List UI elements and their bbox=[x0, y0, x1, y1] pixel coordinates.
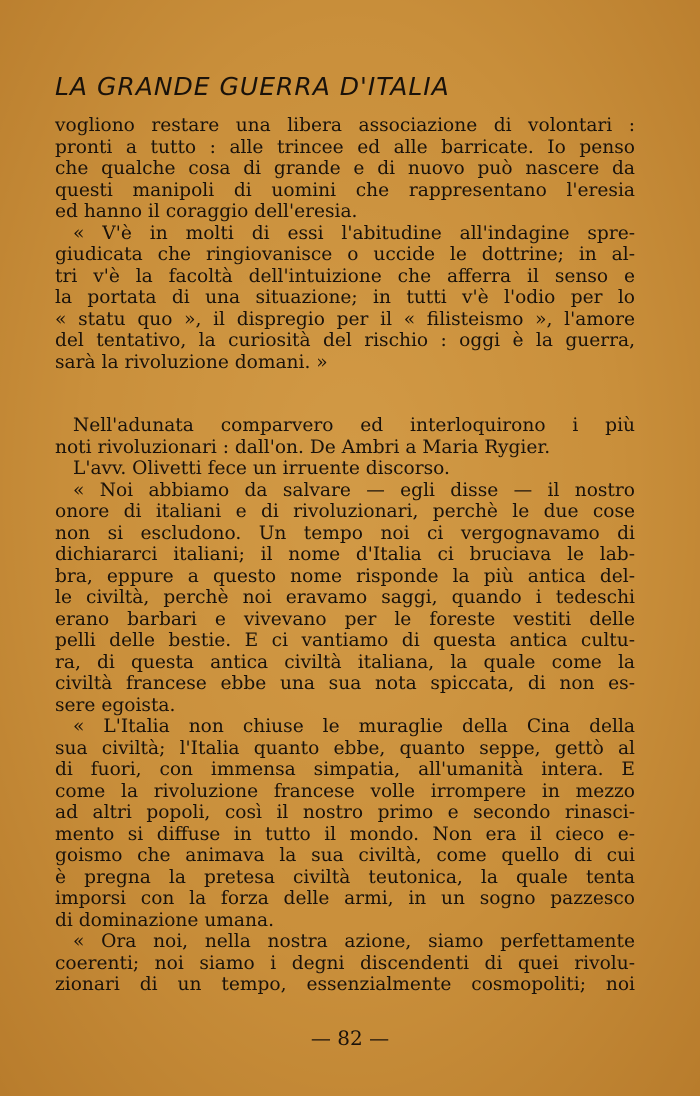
page-body bbox=[55, 115, 635, 996]
text-line: non si escludono. Un tempo noi ci vergognavamo di bbox=[55, 522, 635, 544]
text-line: « statu quo », il dispregio per il « filisteismo », l'amore bbox=[55, 308, 635, 330]
text-line: L'avv. Olivetti fece un irruente discorso. bbox=[73, 458, 450, 479]
text-line: come la rivoluzione francese volle irrompere in mezzo bbox=[55, 780, 635, 802]
text-line: civiltà francese ebbe una sua nota spiccata, di non es- bbox=[55, 673, 635, 694]
text-line: di dominazione umana. bbox=[55, 909, 274, 931]
text-line: zionari di un tempo, essenzialmente cosmopoliti; noi bbox=[55, 974, 635, 995]
text-line: ed hanno il coraggio dell'eresia. bbox=[55, 201, 358, 222]
text-line: Nell'adunata comparvero ed interloquirono i più bbox=[73, 415, 635, 436]
text-line: imporsi con la forza delle armi, in un sogno pazzesco bbox=[55, 888, 635, 909]
text-line: dichiararci italiani; il nome d'Italia ci bruciava le lab- bbox=[55, 544, 635, 565]
text-line: giudicata che ringiovanisce o uccide le dottrine; in al- bbox=[55, 244, 635, 265]
paragraph bbox=[55, 415, 635, 996]
text-line: mento si diffuse in tutto il mondo. Non era il cieco e- bbox=[55, 823, 635, 845]
paragraph-gap bbox=[55, 373, 635, 415]
text-line: sarà la rivoluzione domani. » bbox=[55, 351, 328, 373]
text-line: noti rivoluzionari : dall'on. De Ambri a Maria Rygier. bbox=[55, 436, 551, 458]
text-line: bra, eppure a questo nome risponde la più antica del- bbox=[55, 565, 635, 587]
text-line: ad altri popoli, così il nostro primo e secondo rinasci- bbox=[55, 802, 635, 823]
text-line: « L'Italia non chiuse le muraglie della Cina della bbox=[73, 716, 635, 737]
text-line: « V'è in molti di essi l'abitudine all'indagine spre- bbox=[73, 222, 635, 244]
text-line: erano barbari e vivevano per le foreste vestiti delle bbox=[55, 608, 635, 630]
page-number: — 82 — bbox=[310, 1026, 390, 1050]
text-line: pronti a tutto : alle trincee ed alle barricate. Io penso bbox=[55, 136, 635, 158]
text-line: le civiltà, perchè noi eravamo saggi, quando i tedeschi bbox=[55, 587, 635, 608]
text-line: è pregna la pretesa civiltà teutonica, la quale tenta bbox=[55, 866, 635, 888]
book-page bbox=[55, 72, 635, 996]
text-line: « Ora noi, nella nostra azione, siamo perfettamente bbox=[73, 931, 635, 952]
text-line: sere egoista. bbox=[55, 694, 176, 716]
text-line: che qualche cosa di grande e di nuovo può nascere da bbox=[55, 158, 635, 179]
text-line: ra, di questa antica civiltà italiana, la quale come la bbox=[55, 651, 635, 673]
text-line: coerenti; noi siamo i degni discendenti di quei rivolu- bbox=[55, 952, 635, 974]
text-line: di fuori, con immensa simpatia, all'umanità intera. E bbox=[55, 759, 635, 780]
running-header: LA GRANDE GUERRA D'ITALIA bbox=[55, 72, 450, 101]
text-line: questi manipoli di uomini che rappresentano l'eresia bbox=[55, 179, 635, 201]
text-line: la portata di una situazione; in tutti v'è l'odio per lo bbox=[55, 287, 635, 308]
text-line: goismo che animava la sua civiltà, come quello di cui bbox=[55, 845, 635, 866]
paragraph bbox=[55, 115, 635, 373]
text-line: sua civiltà; l'Italia quanto ebbe, quanto seppe, gettò al bbox=[55, 737, 635, 759]
text-line: del tentativo, la curiosità del rischio : oggi è la guerra, bbox=[55, 330, 635, 351]
text-line: « Noi abbiamo da salvare — egli disse — il nostro bbox=[73, 479, 635, 501]
text-line: vogliono restare una libera associazione di volontari : bbox=[55, 115, 635, 136]
text-line: tri v'è la facoltà dell'intuizione che afferra il senso e bbox=[55, 265, 635, 287]
text-line: pelli delle bestie. E ci vantiamo di questa antica cultu- bbox=[55, 630, 635, 651]
text-line: onore di italiani e di rivoluzionari, perchè le due cose bbox=[55, 501, 635, 522]
